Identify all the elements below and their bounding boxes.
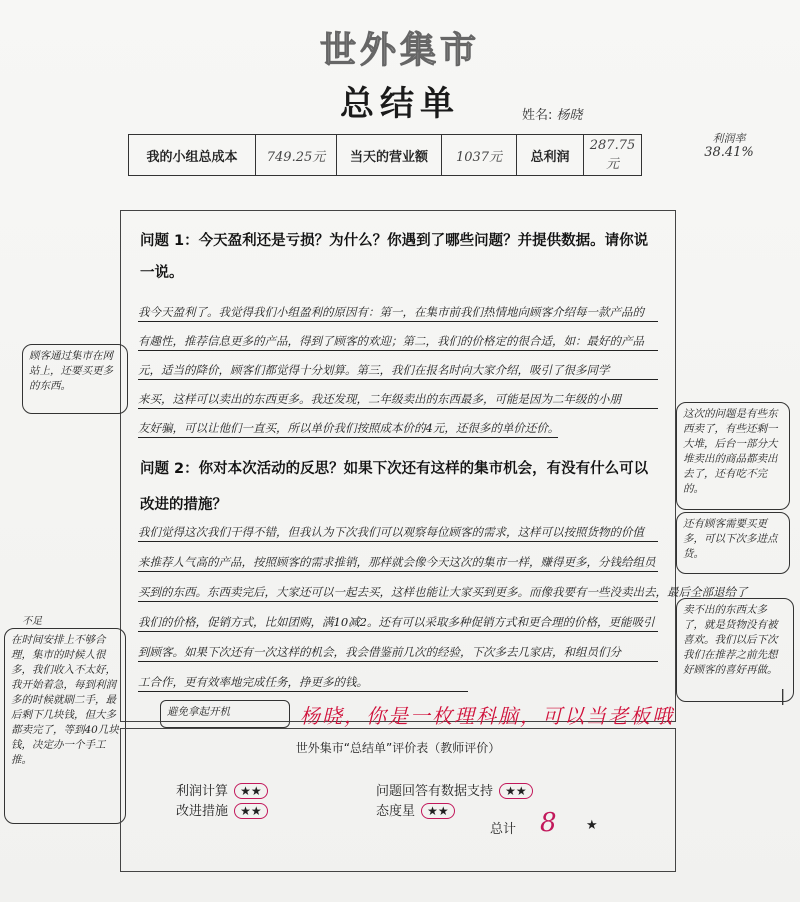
answer-line: 友好骗，可以让他们一直买，所以单价我们按照成本价的4元，还很多的单价还价。: [138, 420, 558, 438]
profit-rate-label: 利润率: [712, 132, 746, 145]
answer-line: 我今天盈利了。我觉得我们小组盈利的原因有：第一，在集市前我们热情地向顾客介绍每一款产品的: [138, 304, 658, 322]
cost-value: 749.25元: [256, 135, 337, 176]
revenue-label: 当天的营业额: [337, 135, 442, 176]
answer-line: 有趣性，推荐信息更多的产品，得到了顾客的欢迎；第二，我们的价格定的很合适，如：最好的产品: [138, 333, 658, 351]
edge-mark: |: [780, 686, 786, 705]
side-note-left-bottom: 在时间安排上不够合理，集市的时候人很多，我们收入不太好，我开始着急，每到利润多的时候就刷二手，最后剩下几块钱，但大多都卖完了，等到40几块钱，决定办一个手工推。: [4, 628, 126, 824]
eval-data-support: [376, 780, 533, 799]
question2-title-line1: 问题 2：你对本次活动的反思？如果下次还有这样的集市机会，有没有什么可以: [140, 461, 649, 477]
eval-label: 改进措施: [176, 804, 229, 819]
eval-stars: ★★: [499, 783, 533, 799]
question1-title-line2: 一说。: [140, 265, 184, 281]
cost-label: 我的小组总成本: [129, 135, 256, 176]
summary-table: [128, 134, 642, 176]
answer-line: 工合作，更有效率地完成任务，挣更多的钱。: [138, 674, 468, 692]
answer-line: 来推荐人气高的产品，按照顾客的需求推销，那样就会像今天这次的集市一样，赚得更多，分钱给组员: [138, 554, 658, 572]
answer-line: 我们觉得这次我们干得不错，但我认为下次我们可以观察每位顾客的需求，这样可以按照货物的价值: [138, 524, 658, 542]
eval-stars: ★★: [421, 803, 455, 819]
eval-total-label: 总计: [490, 822, 517, 837]
worksheet-subtitle: 总结单: [340, 84, 460, 124]
evaluation-title: 世外集市“总结单”评价表（教师评价）: [295, 741, 501, 755]
student-name: [522, 104, 582, 123]
side-note-right-mid: 还有顾客需要买更多，可以下次多进点货。: [676, 512, 790, 574]
eval-total-suffix: ★: [586, 818, 598, 833]
eval-attitude: [376, 800, 455, 819]
answer-line: 元，适当的降价，顾客们都觉得十分划算。第三，我们在报名时向大家介绍，吸引了很多同学: [138, 362, 658, 380]
eval-label: 利润计算: [176, 784, 229, 799]
eval-label: 问题回答有数据支持: [376, 784, 494, 799]
eval-stars: ★★: [234, 803, 268, 819]
name-value: 杨晓: [556, 108, 583, 123]
answer-line: 我们的价格，促销方式，比如团购，满10减2。还有可以采取多种促销方式和更合理的价格，更能吸引: [138, 614, 658, 632]
side-note-right-top: 这次的问题是有些东西卖了，有些还剩一大堆，后台一部分大堆卖出的商品都卖出去了，还有吃不完的。: [676, 402, 790, 510]
answer-line: 买到的东西。东西卖完后，大家还可以一起去买，这样也能让大家买到更多。而像我要有一些没卖出去，最后全部退给了: [138, 584, 658, 602]
answer-line: 来买，这样可以卖出的东西更多。我还发现，二年级卖出的东西最多，可能是因为二年级的小朋: [138, 391, 658, 409]
question2-title-line2: 改进的措施？: [140, 497, 227, 513]
revenue-value: 1037元: [442, 135, 517, 176]
eval-total-value: 8: [540, 808, 557, 838]
eval-label: 态度星: [376, 804, 416, 819]
worksheet-title: 世外集市: [319, 29, 480, 71]
question1-title-line1: 问题 1：今天盈利还是亏损？为什么？你遇到了哪些问题？并提供数据。请你说: [140, 233, 649, 249]
side-note-bottom-tag: 避免拿起开机: [160, 700, 290, 728]
profit-label: 总利润: [517, 135, 584, 176]
side-note-right-bottom: 卖不出的东西太多了，就是货物没有被喜欢。我们以后下次我们在推荐之前先想好顾客的喜好再做。: [676, 598, 794, 702]
eval-improvement: [176, 800, 268, 819]
side-note-left-tag: 不足: [22, 616, 42, 627]
answer-line: 到顾客。如果下次还有一次这样的机会，我会借鉴前几次的经验，下次多去几家店，和组员们分: [138, 644, 658, 662]
eval-stars: ★★: [234, 783, 268, 799]
teacher-comment: 杨晓，你是一枚理科脑，可以当老板哦: [300, 704, 674, 728]
eval-profit-calc: [176, 780, 268, 799]
side-note-left-top: 顾客通过集市在网站上，还要买更多的东西。: [22, 344, 128, 414]
name-label: 姓名:: [522, 108, 553, 123]
profit-rate-value: 38.41%: [704, 145, 754, 160]
profit-rate-note: [694, 132, 764, 160]
profit-value: 287.75元: [584, 135, 642, 176]
